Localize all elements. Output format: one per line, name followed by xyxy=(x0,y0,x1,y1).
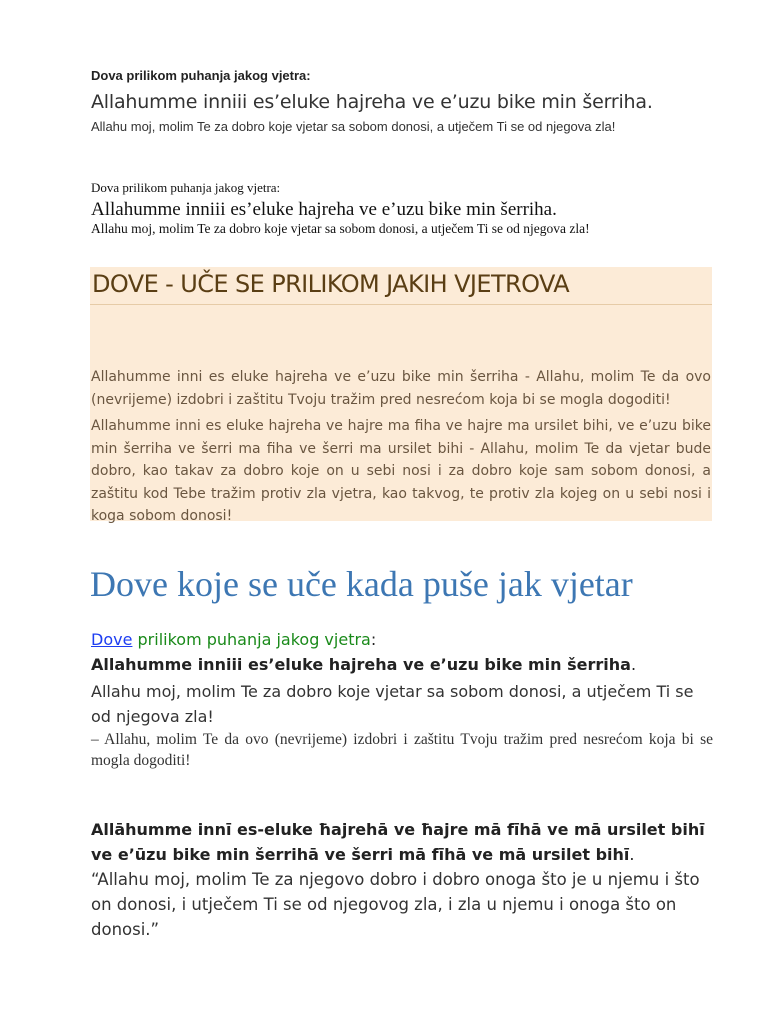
transliteration-end: . xyxy=(630,655,637,674)
dua-translation-serif-line: – Allahu, molim Te da ovo (nevrijeme) izdobri i zaštitu Tvoju tražim pred nesrećom koja bi se mogla dogoditi! xyxy=(91,731,713,769)
dua-transliteration-serif: Allahumme inniii es’eluke hajreha ve e’uzu bike min šerriha. xyxy=(91,199,557,220)
dove-panel-paragraph: Allahumme inni es eluke hajreha ve e’uzu bike min šerriha - Allahu, molim Te da ovo (nevrijeme) izdobri i zaštitu Tvoju tražim pred nesrećom koja bi se mogla dogoditi! xyxy=(91,369,711,408)
dove-link[interactable]: Dove xyxy=(91,630,133,649)
dove-panel-title: DOVE - UČE SE PRILIKOM JAKIH VJETROVA xyxy=(92,270,570,298)
dua-transliteration-bold xyxy=(91,655,636,674)
dua-label-text: prilikom puhanja jakog vjetra xyxy=(132,630,371,649)
page-heading: Dove koje se uče kada puše jak vjetar xyxy=(90,564,633,604)
transliteration-text: Allāhumme innī es-eluke ħajrehā ve ħajre mā fīhā ve mā ursilet bihī ve e’ūzu bike min šerrihā ve šerri mā fīhā ve mā ursilet bihī xyxy=(91,820,705,864)
transliteration-text: Allahumme inniii es’eluke hajreha ve e’uzu bike min šerriha xyxy=(91,655,631,674)
dua-label: Dova prilikom puhanja jakog vjetra: xyxy=(91,68,311,83)
label-colon: : xyxy=(370,630,377,649)
dua-transliteration: Allahumme inniii es’eluke hajreha ve e’uzu bike min šerriha. xyxy=(91,91,653,113)
dua-transliteration-long xyxy=(91,817,711,867)
transliteration-end: . xyxy=(629,845,635,864)
dua-translation-quote: “Allahu moj, molim Te za njegovo dobro i dobro onoga što je u njemu i što on donosi, i utječem Ti se od njegovog zla, i zla u njemu i onoga što on donosi.” xyxy=(91,870,700,939)
dove-panel-paragraph: Allahumme inni es eluke hajreha ve hajre ma fiha ve hajre ma ursilet bihi, ve e’uzu bike min šerriha ve šerri ma fiha ve šerri ma ursilet bihi - Allahu, molim Te da vjetar bude dobro, kao takav za dobro koje on u sebi nosi i za dobro koje sam sobom donosi, a zaštitu kod Tebe tražim protiv zla vjetra, kao takvog, te protiv zla kojeg on u sebi nosi i koga sobom donosi! xyxy=(91,418,711,524)
panel-divider xyxy=(90,304,712,305)
dua-translation-large: Allahu moj, molim Te za dobro koje vjetar sa sobom donosi, a utječem Ti se od njegova zla! xyxy=(91,682,694,726)
dua-label-line xyxy=(91,630,376,649)
dua-translation-serif: Allahu moj, molim Te za dobro koje vjetar sa sobom donosi, a utječem Ti se od njegova zla! xyxy=(91,221,590,236)
dua-label-serif: Dova prilikom puhanja jakog vjetra: xyxy=(91,180,281,195)
dua-translation: Allahu moj, molim Te za dobro koje vjetar sa sobom donosi, a utječem Ti se od njegova zla! xyxy=(91,119,616,134)
